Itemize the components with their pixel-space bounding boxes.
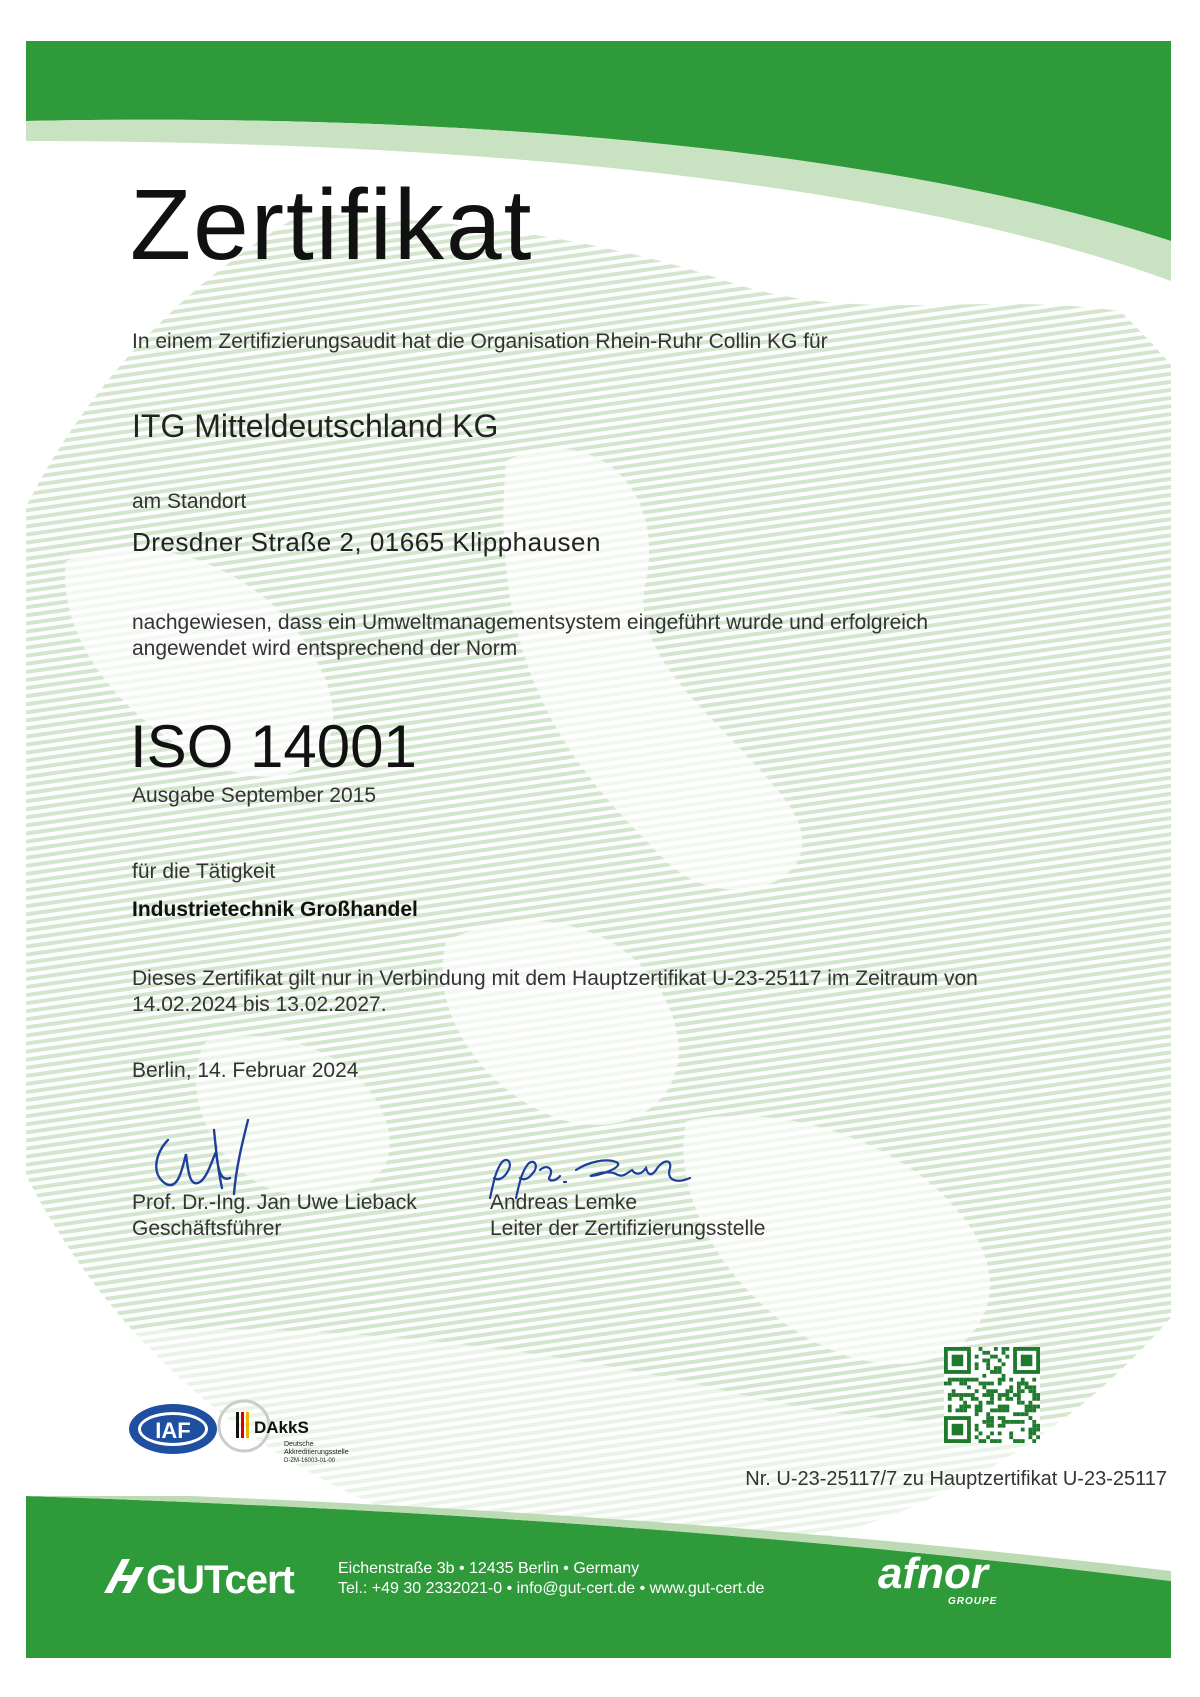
footer-contact-line: Tel.: +49 30 2332021-0 • info@gut-cert.de • www.gut-cert.de (338, 1580, 765, 1597)
signatory-1-name: Prof. Dr.-Ing. Jan Uwe Lieback (132, 1191, 417, 1214)
iaf-logo (126, 1401, 221, 1457)
intro-text: In einem Zertifizierungsaudit hat die Organisation Rhein-Ruhr Collin KG für (132, 330, 828, 353)
dakks-logo (216, 1396, 366, 1466)
place-date: Berlin, 14. Februar 2024 (132, 1059, 359, 1082)
signatory-2-name: Andreas Lemke (490, 1191, 638, 1214)
footer-address (338, 1559, 764, 1599)
signature-lieback (138, 1112, 278, 1202)
svg-text:D-ZM-16003-01-00: D-ZM-16003-01-00 (284, 1458, 336, 1464)
svg-text:GUTcert: GUTcert (146, 1558, 294, 1599)
certificate-number: Nr. U-23-25117/7 zu Hauptzertifikat U-23-25117 (745, 1468, 1167, 1490)
signatory-2 (490, 1190, 765, 1242)
qr-code (944, 1347, 1040, 1443)
signatory-2-role: Leiter der Zertifizierungsstelle (490, 1217, 766, 1240)
svg-text:Deutsche: Deutsche (284, 1441, 314, 1448)
norm-title: ISO 14001 (130, 713, 417, 780)
site-address: Dresdner Straße 2, 01665 Klipphausen (132, 527, 601, 557)
certification-description: nachgewiesen, dass ein Umweltmanagementsystem eingeführt wurde und erfolgreich angewendet wird entsprechend der Norm (132, 611, 929, 660)
signatory-1-role: Geschäftsführer (132, 1217, 282, 1240)
certificate-title: Zertifikat (130, 169, 534, 281)
svg-text:Akkreditierungsstelle: Akkreditierungsstelle (284, 1449, 349, 1456)
gutcert-logo (102, 1553, 332, 1599)
svg-text:afnor: afnor (878, 1549, 988, 1598)
signatory-1 (132, 1190, 417, 1242)
activity-label: für die Tätigkeit (132, 860, 276, 883)
afnor-logo (874, 1548, 1034, 1608)
activity-scope: Industrietechnik Großhandel (132, 898, 418, 921)
validity-statement: Dieses Zertifikat gilt nur in Verbindung mit dem Hauptzertifikat U-23-25117 im Zeitraum von 14.02.2024 bis 13.02.2027. (132, 967, 978, 1016)
background-globe (26, 161, 1171, 1541)
svg-text:DAkkS: DAkkS (254, 1418, 309, 1437)
organization-name: ITG Mitteldeutschland KG (132, 408, 499, 444)
svg-text:GROUPE: GROUPE (948, 1596, 998, 1607)
norm-edition: Ausgabe September 2015 (132, 784, 377, 807)
location-label: am Standort (132, 490, 247, 513)
svg-text:IAF: IAF (155, 1418, 191, 1443)
footer-address-line: Eichenstraße 3b • 12435 Berlin • Germany (338, 1560, 640, 1577)
